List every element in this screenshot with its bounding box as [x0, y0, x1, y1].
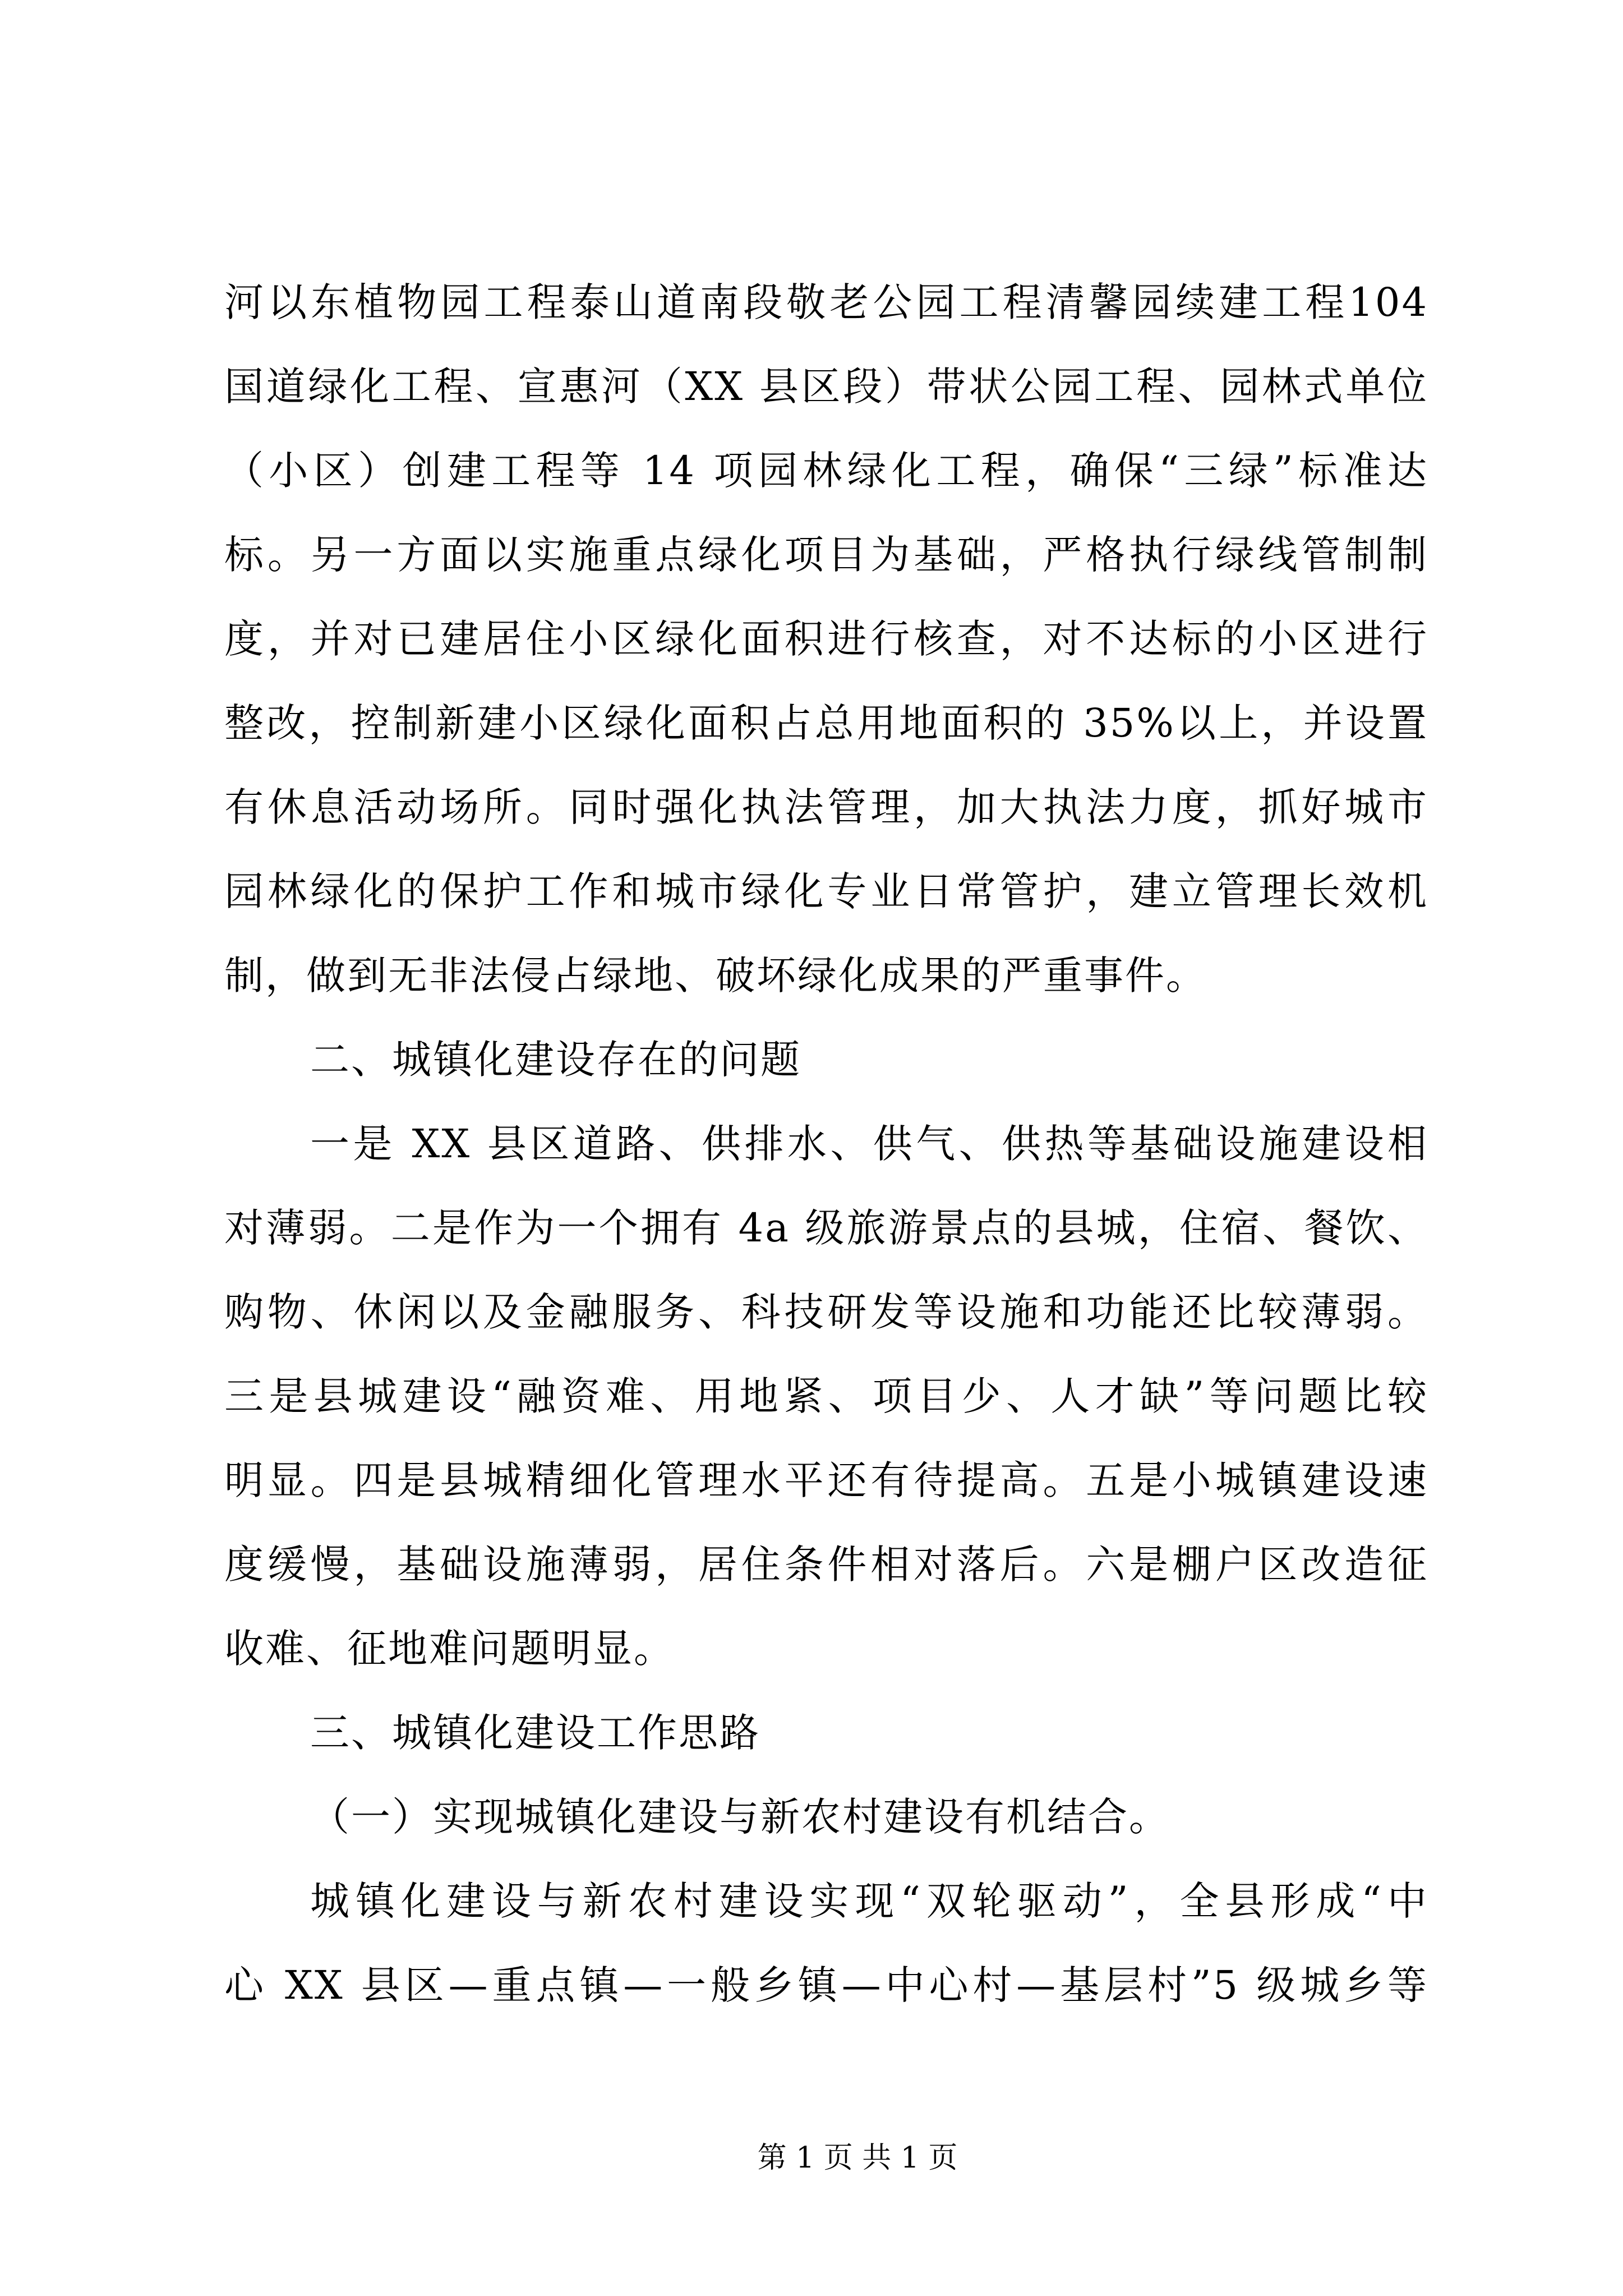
body-text-line: 度，并对已建居住小区绿化面积进行核查，对不达标的小区进行: [224, 616, 1428, 662]
section-heading-approach: [224, 1691, 1428, 1775]
body-text-line: 制，做到无非法侵占绿地、破坏绿化成果的严重事件。: [224, 953, 1207, 999]
subsection-heading-integration: [224, 1775, 1428, 1859]
body-text-line: 有休息活动场所。同时强化执法管理，加大执法力度，抓好城市: [224, 784, 1428, 830]
paragraph-problems: [224, 1102, 1428, 1691]
body-text-line: 度缓慢，基础设施薄弱，居住条件相对落后。六是棚户区改造征: [224, 1542, 1428, 1588]
body-text-line: 一是 XX 县区道路、供排水、供气、供热等基础设施建设相: [310, 1121, 1428, 1167]
subsection-heading: （一）实现城镇化建设与新农村建设有机结合。: [310, 1794, 1170, 1840]
page-footer: 第 1 页 共 1 页: [757, 2141, 958, 2175]
section-heading: 三、城镇化建设工作思路: [310, 1710, 760, 1756]
body-text-line: 城镇化建设与新农村建设实现“双轮驱动”，全县形成“中: [310, 1878, 1428, 1924]
body-text-line: 国道绿化工程、宣惠河（XX 县区段）带状公园工程、园林式单位: [224, 364, 1428, 409]
body-text-line: 整改，控制新建小区绿化面积占总用地面积的 35%以上，并设置: [224, 700, 1428, 746]
body-text-line: 收难、征地难问题明显。: [224, 1626, 675, 1672]
body-text-line: 心 XX 县区—重点镇—一般乡镇—中心村—基层村”5 级城乡等: [224, 1962, 1428, 2008]
body-text-line: （小区）创建工程等 14 项园林绿化工程，确保“三绿”标准达: [224, 448, 1428, 494]
body-text-line: 对薄弱。二是作为一个拥有 4a 级旅游景点的县城，住宿、餐饮、: [224, 1205, 1428, 1251]
section-heading: 二、城镇化建设存在的问题: [310, 1037, 801, 1083]
body-text-line: 明显。四是县城精细化管理水平还有待提高。五是小城镇建设速: [224, 1457, 1428, 1503]
body-text-line: 标。另一方面以实施重点绿化项目为基础，严格执行绿线管制制: [224, 532, 1428, 578]
paragraph-greening-projects: [224, 260, 1428, 1018]
body-text-line: 园林绿化的保护工作和城市绿化专业日常管护，建立管理长效机: [224, 868, 1428, 914]
paragraph-dual-drive: [224, 1859, 1428, 2027]
body-text-line: 河以东植物园工程泰山道南段敬老公园工程清馨园续建工程104: [224, 279, 1428, 325]
body-text-line: 三是县城建设“融资难、用地紧、项目少、人才缺”等问题比较: [224, 1373, 1428, 1419]
document-body: [224, 260, 1428, 2027]
body-text-line: 购物、休闲以及金融服务、科技研发等设施和功能还比较薄弱。: [224, 1289, 1428, 1335]
section-heading-problems: [224, 1018, 1428, 1102]
